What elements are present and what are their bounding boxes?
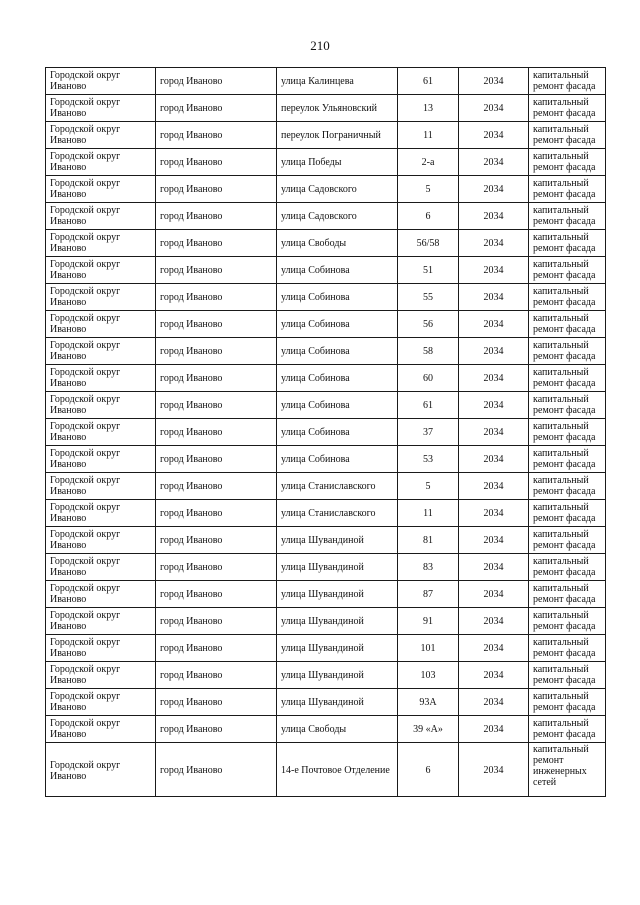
cell-district: Городской округ Иваново [46,68,156,95]
cell-district: Городской округ Иваново [46,500,156,527]
cell-city: город Иваново [156,635,277,662]
cell-house-number: 37 [398,419,459,446]
table-row [46,662,606,689]
cell-work-type: капитальный ремонт фасада [529,473,606,500]
cell-year: 2034 [459,500,529,527]
cell-year: 2034 [459,95,529,122]
cell-street: улица Собинова [277,365,398,392]
cell-street: улица Свободы [277,716,398,743]
cell-city: город Иваново [156,203,277,230]
cell-year: 2034 [459,257,529,284]
cell-street: улица Победы [277,149,398,176]
cell-district: Городской округ Иваново [46,392,156,419]
cell-city: город Иваново [156,230,277,257]
cell-house-number: 81 [398,527,459,554]
cell-work-type: капитальный ремонт фасада [529,68,606,95]
cell-work-type: капитальный ремонт фасада [529,203,606,230]
cell-house-number: 5 [398,473,459,500]
cell-house-number: 87 [398,581,459,608]
cell-house-number: 61 [398,392,459,419]
cell-street: улица Садовского [277,176,398,203]
cell-city: город Иваново [156,176,277,203]
table-row [46,419,606,446]
cell-district: Городской округ Иваново [46,338,156,365]
cell-district: Городской округ Иваново [46,716,156,743]
cell-city: город Иваново [156,527,277,554]
cell-district: Городской округ Иваново [46,635,156,662]
cell-year: 2034 [459,419,529,446]
cell-house-number: 103 [398,662,459,689]
cell-year: 2034 [459,149,529,176]
cell-house-number: 6 [398,203,459,230]
cell-work-type: капитальный ремонт фасада [529,419,606,446]
cell-street: улица Шувандиной [277,554,398,581]
table-row [46,473,606,500]
table-row [46,446,606,473]
table-row [46,392,606,419]
cell-house-number: 53 [398,446,459,473]
cell-city: город Иваново [156,446,277,473]
table-row [46,743,606,797]
cell-house-number: 83 [398,554,459,581]
cell-work-type: капитальный ремонт фасада [529,446,606,473]
cell-city: город Иваново [156,500,277,527]
cell-work-type: капитальный ремонт фасада [529,230,606,257]
cell-district: Городской округ Иваново [46,527,156,554]
cell-street: улица Шувандиной [277,608,398,635]
table-row [46,95,606,122]
cell-work-type: капитальный ремонт фасада [529,635,606,662]
cell-city: город Иваново [156,284,277,311]
cell-year: 2034 [459,68,529,95]
cell-year: 2034 [459,473,529,500]
cell-city: город Иваново [156,581,277,608]
cell-year: 2034 [459,338,529,365]
cell-street: улица Шувандиной [277,662,398,689]
cell-city: город Иваново [156,311,277,338]
cell-street: улица Шувандиной [277,635,398,662]
cell-house-number: 55 [398,284,459,311]
cell-year: 2034 [459,743,529,797]
cell-city: город Иваново [156,716,277,743]
table-row [46,176,606,203]
cell-work-type: капитальный ремонт фасада [529,311,606,338]
table-row [46,203,606,230]
cell-street: улица Станиславского [277,500,398,527]
table-row [46,284,606,311]
table-row [46,527,606,554]
cell-year: 2034 [459,554,529,581]
table-row [46,689,606,716]
cell-city: город Иваново [156,257,277,284]
cell-district: Городской округ Иваново [46,203,156,230]
cell-year: 2034 [459,446,529,473]
cell-year: 2034 [459,635,529,662]
cell-city: город Иваново [156,473,277,500]
cell-district: Городской округ Иваново [46,284,156,311]
cell-year: 2034 [459,311,529,338]
table-row [46,311,606,338]
cell-city: город Иваново [156,689,277,716]
cell-house-number: 5 [398,176,459,203]
cell-work-type: капитальный ремонт фасада [529,365,606,392]
cell-street: улица Собинова [277,446,398,473]
cell-district: Городской округ Иваново [46,419,156,446]
cell-work-type: капитальный ремонт фасада [529,689,606,716]
cell-year: 2034 [459,608,529,635]
cell-work-type: капитальный ремонт фасада [529,581,606,608]
table-row [46,230,606,257]
cell-city: город Иваново [156,122,277,149]
cell-house-number: 91 [398,608,459,635]
table-row [46,68,606,95]
cell-work-type: капитальный ремонт фасада [529,257,606,284]
cell-year: 2034 [459,176,529,203]
cell-year: 2034 [459,203,529,230]
cell-work-type: капитальный ремонт фасада [529,716,606,743]
cell-year: 2034 [459,716,529,743]
cell-year: 2034 [459,284,529,311]
cell-district: Городской округ Иваново [46,473,156,500]
cell-district: Городской округ Иваново [46,176,156,203]
cell-house-number: 11 [398,122,459,149]
cell-street: улица Шувандиной [277,527,398,554]
cell-house-number: 51 [398,257,459,284]
cell-year: 2034 [459,689,529,716]
cell-district: Городской округ Иваново [46,554,156,581]
cell-house-number: 60 [398,365,459,392]
cell-house-number: 101 [398,635,459,662]
cell-district: Городской округ Иваново [46,122,156,149]
cell-street: переулок Ульяновский [277,95,398,122]
cell-city: город Иваново [156,392,277,419]
cell-house-number: 56 [398,311,459,338]
cell-work-type: капитальный ремонт фасада [529,392,606,419]
cell-work-type: капитальный ремонт фасада [529,500,606,527]
cell-district: Городской округ Иваново [46,446,156,473]
page-number: 210 [310,38,330,53]
table-row [46,635,606,662]
cell-work-type: капитальный ремонт фасада [529,338,606,365]
cell-house-number: 58 [398,338,459,365]
repair-schedule-table [45,67,606,797]
cell-city: город Иваново [156,149,277,176]
cell-house-number: 13 [398,95,459,122]
cell-city: город Иваново [156,338,277,365]
cell-year: 2034 [459,392,529,419]
cell-district: Городской округ Иваново [46,311,156,338]
cell-city: город Иваново [156,608,277,635]
cell-district: Городской округ Иваново [46,662,156,689]
cell-house-number: 6 [398,743,459,797]
cell-year: 2034 [459,581,529,608]
table-row [46,608,606,635]
cell-street: улица Шувандиной [277,581,398,608]
table-row [46,500,606,527]
cell-street: 14-е Почтовое Отделение [277,743,398,797]
cell-district: Городской округ Иваново [46,149,156,176]
cell-city: город Иваново [156,365,277,392]
cell-street: улица Собинова [277,311,398,338]
cell-city: город Иваново [156,95,277,122]
cell-city: город Иваново [156,68,277,95]
cell-district: Городской округ Иваново [46,608,156,635]
cell-street: улица Калинцева [277,68,398,95]
cell-city: город Иваново [156,662,277,689]
cell-year: 2034 [459,122,529,149]
cell-work-type: капитальный ремонт фасада [529,662,606,689]
cell-work-type: капитальный ремонт фасада [529,122,606,149]
cell-district: Городской округ Иваново [46,257,156,284]
cell-work-type: капитальный ремонт фасада [529,608,606,635]
cell-house-number: 56/58 [398,230,459,257]
cell-work-type: капитальный ремонт фасада [529,176,606,203]
cell-street: улица Собинова [277,284,398,311]
cell-street: улица Собинова [277,419,398,446]
table-row [46,122,606,149]
table-row [46,365,606,392]
table-row [46,338,606,365]
cell-street: улица Собинова [277,392,398,419]
cell-year: 2034 [459,230,529,257]
cell-year: 2034 [459,662,529,689]
cell-city: город Иваново [156,419,277,446]
cell-work-type: капитальный ремонт фасада [529,284,606,311]
cell-year: 2034 [459,527,529,554]
cell-district: Городской округ Иваново [46,230,156,257]
cell-district: Городской округ Иваново [46,365,156,392]
cell-city: город Иваново [156,743,277,797]
cell-street: переулок Пограничный [277,122,398,149]
cell-house-number: 11 [398,500,459,527]
cell-house-number: 39 «А» [398,716,459,743]
cell-house-number: 93А [398,689,459,716]
cell-district: Городской округ Иваново [46,689,156,716]
table-body [46,68,606,797]
cell-house-number: 2-а [398,149,459,176]
cell-district: Городской округ Иваново [46,95,156,122]
cell-work-type: капитальный ремонт фасада [529,554,606,581]
cell-street: улица Садовского [277,203,398,230]
cell-house-number: 61 [398,68,459,95]
cell-street: улица Собинова [277,338,398,365]
table-row [46,716,606,743]
cell-year: 2034 [459,365,529,392]
table-row [46,257,606,284]
cell-street: улица Шувандиной [277,689,398,716]
cell-street: улица Свободы [277,230,398,257]
cell-city: город Иваново [156,554,277,581]
cell-district: Городской округ Иваново [46,743,156,797]
table-row [46,554,606,581]
cell-work-type: капитальный ремонт фасада [529,527,606,554]
table-row [46,581,606,608]
cell-work-type: капитальный ремонт инженерных сетей [529,743,606,797]
cell-street: улица Станиславского [277,473,398,500]
table-row [46,149,606,176]
cell-work-type: капитальный ремонт фасада [529,95,606,122]
cell-street: улица Собинова [277,257,398,284]
cell-district: Городской округ Иваново [46,581,156,608]
cell-work-type: капитальный ремонт фасада [529,149,606,176]
